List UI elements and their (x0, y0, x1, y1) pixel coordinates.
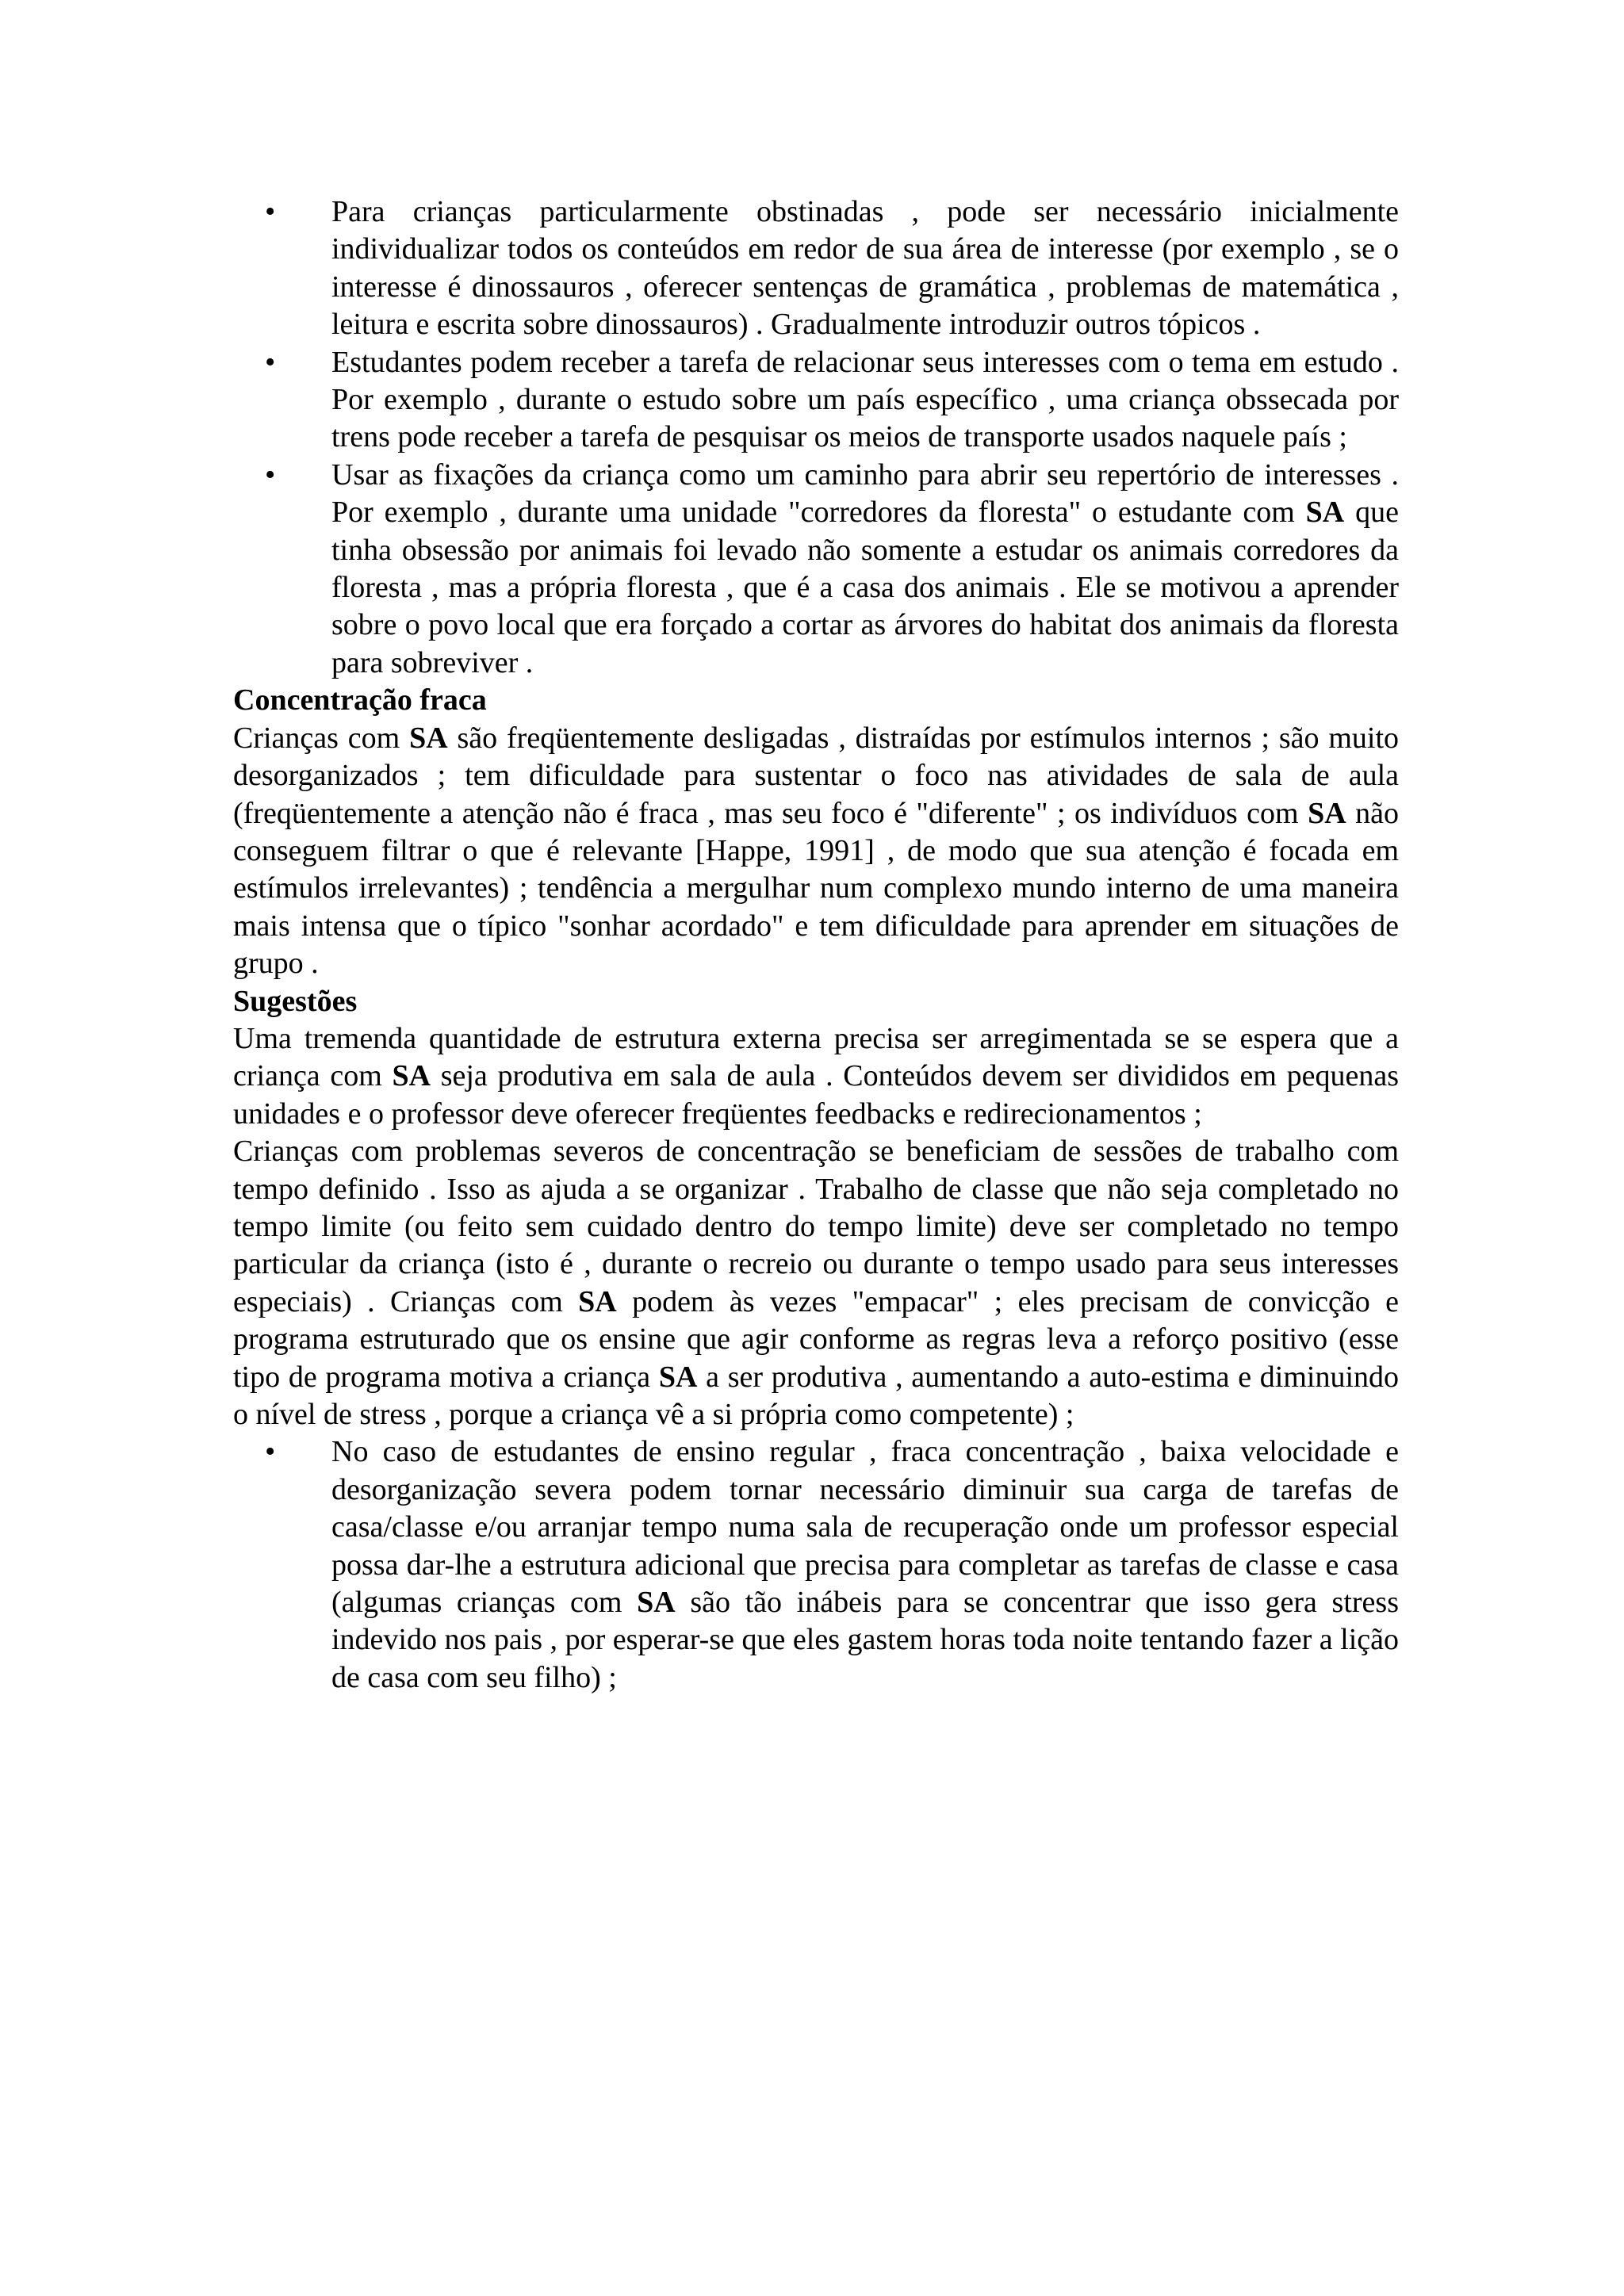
abbreviation-sa: SA (1308, 796, 1346, 830)
paragraph-text: Crianças com (233, 721, 400, 755)
list-item-text: Estudantes podem receber a tarefa de relacionar seus interesses com o tema em estudo . Por exemplo , durante o estudo sobre um país específico , uma criança obssecada por trens pode receber a tarefa de pesquisar os meios de transporte usados naquele país ; (331, 345, 1399, 454)
list-item (265, 344, 1399, 457)
document-page (233, 193, 1399, 1697)
bullet-list-2 (233, 1433, 1399, 1697)
bullet-icon: • (265, 1435, 276, 1469)
paragraph-text: Crianças com problemas severos de concentração se beneficiam de sessões de trabalho com tempo definido . Isso as ajuda a se organizar . Trabalho de classe que não seja completado no tempo limite (ou feito sem cuidado dentro do tempo limite) deve ser completado no tempo particular da criança (isto é , durante o recreio ou durante o tempo usado para seus interesses especiais) . Crianças com (233, 1135, 1399, 1318)
bullet-icon: • (265, 457, 276, 492)
paragraph-estrutura (233, 1020, 1399, 1133)
paragraph-text: Uma tremenda quantidade de estrutura externa precisa ser arregimentada se se espera que a criança com (233, 1021, 1399, 1093)
paragraph-text: a ser produtiva , aumentando a auto-estima e diminuindo o nível de stress , porque a criança vê a si própria como competente) ; (233, 1360, 1400, 1431)
abbreviation-sa: SA (1305, 496, 1345, 530)
bullet-list-1 (233, 193, 1399, 682)
list-item-text: Usar as fixações da criança como um caminho para abrir seu repertório de interesses . Por exemplo , durante uma unidade "corredores da floresta" o estudante com (331, 457, 1399, 530)
section-heading-sugestoes: Sugestões (233, 984, 358, 1018)
paragraph-text: não conseguem filtrar o que é relevante [Happe, 1991] , de modo que sua atenção é focada em estímulos irrelevantes) ; tendência a mergulhar num complexo mundo interno de uma maneira mais intensa que o típico "sonhar acordado" e tem dificuldade para aprender em situações de grupo . (233, 796, 1400, 981)
abbreviation-sa: SA (578, 1284, 617, 1318)
paragraph-text: são freqüentemente desligadas , distraídas por estímulos internos ; são muito desorganizados ; tem dificuldade para sustentar o foco nas atividades de sala de aula (freqüentemente a atenção não é fraca , mas seu foco é "diferente" ; os indivíduos com (233, 721, 1400, 830)
abbreviation-sa: SA (637, 1586, 676, 1620)
list-item (265, 1433, 1399, 1697)
paragraph-text: seja produtiva em sala de aula . Conteúdos devem ser divididos em pequenas unidades e o professor deve oferecer freqüentes feedbacks e redirecionamentos ; (233, 1059, 1400, 1131)
list-item (265, 457, 1400, 682)
bullet-icon: • (265, 345, 276, 379)
abbreviation-sa: SA (392, 1059, 431, 1093)
paragraph-concentracao (233, 720, 1399, 983)
section-heading-concentracao: Concentração fraca (233, 683, 487, 718)
bullet-icon: • (265, 195, 276, 228)
paragraph-text: podem às vezes "empacar" ; eles precisam de convicção e programa estruturado que os ensine que agir conforme as regras leva a reforço positivo (esse tipo de programa motiva a criança (233, 1284, 1399, 1394)
abbreviation-sa: SA (658, 1360, 698, 1394)
list-item-text: Para crianças particularmente obstinadas , pode ser necessário inicialmente individualizar todos os conteúdos em redor de sua área de interesse (por exemplo , se o interesse é dinossauros , oferecer sentenças de gramática , problemas de matemática , leitura e escrita sobre dinossauros) . Gradualmente introduzir outros tópicos . (331, 195, 1399, 342)
abbreviation-sa: SA (409, 721, 448, 755)
list-item (265, 193, 1399, 344)
list-item-text: que tinha obsessão por animais foi levado não somente a estudar os animais corredores da floresta , mas a própria floresta , que é a casa dos animais . Ele se motivou a aprender sobre o povo local que era forçado a cortar as árvores do habitat dos animais da floresta para sobreviver . (331, 496, 1400, 679)
list-item-text: são tão inábeis para se concentrar que isso gera stress indevido nos pais , por esperar-se que eles gastem horas toda noite tentando fazer a lição de casa com seu filho) ; (331, 1586, 1399, 1694)
paragraph-sessoes (233, 1133, 1399, 1433)
list-item-text: No caso de estudantes de ensino regular , fraca concentração , baixa velocidade e desorganização severa podem tornar necessário diminuir sua carga de tarefas de casa/classe e/ou arranjar tempo numa sala de recuperação onde um professor especial possa dar-lhe a estrutura adicional que precisa para completar as tarefas de classe e casa (algumas crianças com (331, 1435, 1399, 1620)
